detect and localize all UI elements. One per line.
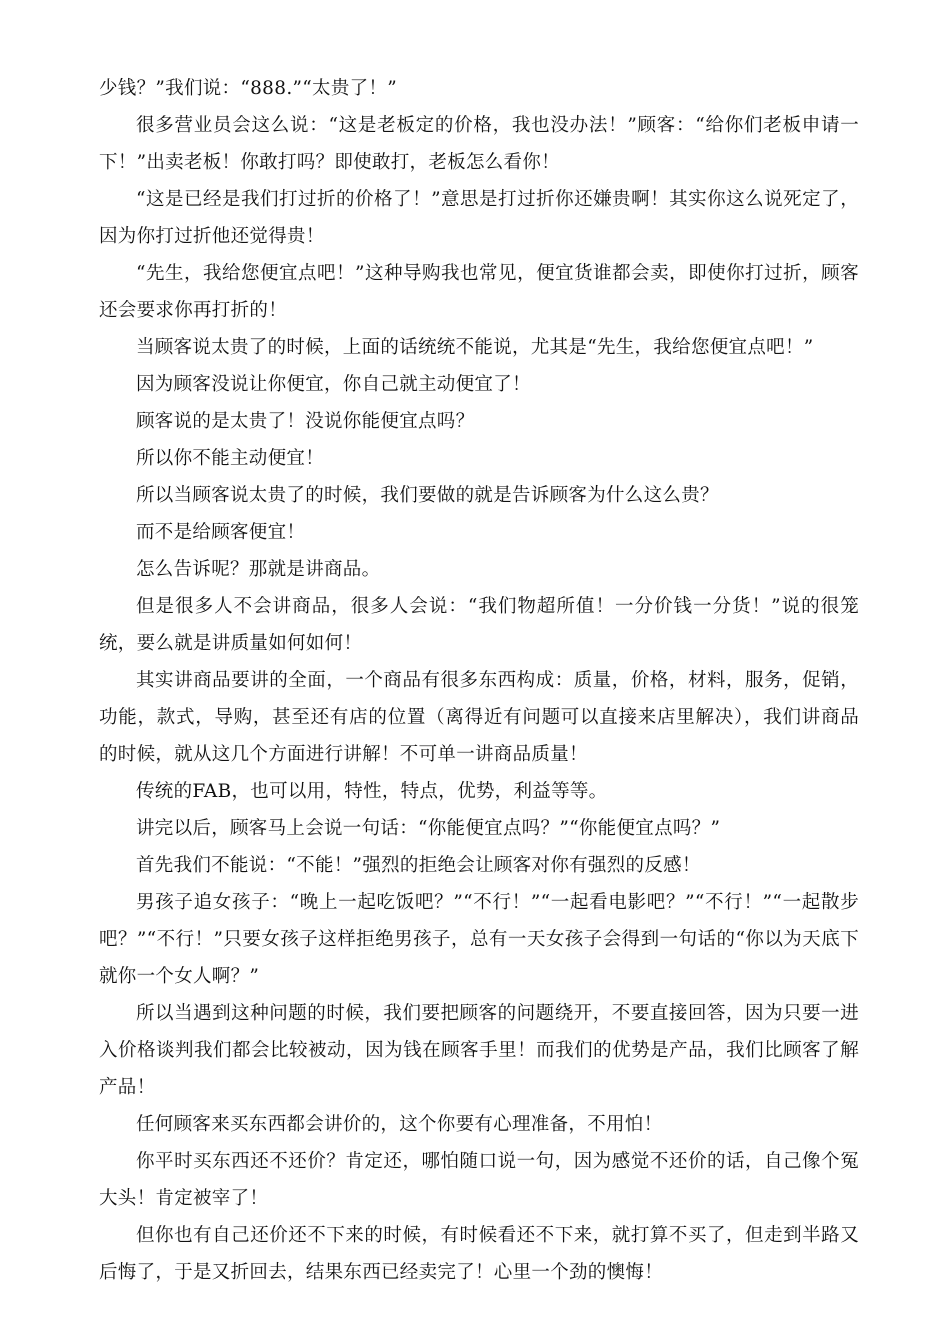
paragraph: 少钱？”我们说：“888.”“太贵了！”: [99, 78, 397, 99]
paragraph: 所以当顾客说太贵了的时候，我们要做的就是告诉顾客为什么这么贵？: [136, 485, 719, 506]
paragraph: 传统的FAB，也可以用，特性，特点，优势，利益等等。: [136, 781, 608, 802]
paragraph: 怎么告诉呢？那就是讲商品。: [136, 559, 381, 580]
paragraph: 但是很多人不会讲商品，很多人会说：“我们物超所值！一分价钱一分货！”说的很笼统，要么就是讲质量如何如何！: [99, 596, 859, 654]
paragraph: 首先我们不能说：“不能！”强烈的拒绝会让顾客对你有强烈的反感！: [136, 855, 701, 876]
paragraph: 而不是给顾客便宜！: [136, 522, 306, 543]
paragraph: “这是已经是我们打过折的价格了！”意思是打过折你还嫌贵啊！其实你这么说死定了，因为你打过折他还觉得贵！: [99, 189, 859, 247]
paragraph: 所以当遇到这种问题的时候，我们要把顾客的问题绕开，不要直接回答，因为只要一进入价格谈判我们都会比较被动，因为钱在顾客手里！而我们的优势是产品，我们比顾客了解产品！: [99, 1003, 859, 1098]
paragraph: 因为顾客没说让你便宜，你自己就主动便宜了！: [136, 374, 531, 395]
paragraph: 很多营业员会这么说：“这是老板定的价格，我也没办法！”顾客：“给你们老板申请一下！”出卖老板！你敢打吗？即使敢打，老板怎么看你！: [99, 115, 859, 173]
paragraph: 男孩子追女孩子：“晚上一起吃饭吧？”“不行！”“一起看电影吧？”“不行！”“一起散步吧？”“不行！”只要女孩子这样拒绝男孩子，总有一天女孩子会得到一句话的“你以为天底下就你一个女人啊？”: [99, 892, 859, 987]
paragraph: 所以你不能主动便宜！: [136, 448, 325, 469]
paragraph: 讲完以后，顾客马上会说一句话：“你能便宜点吗？”“你能便宜点吗？”: [136, 818, 721, 839]
paragraph: 但你也有自己还价还不下来的时候，有时候看还不下来，就打算不买了，但走到半路又后悔了，于是又折回去，结果东西已经卖完了！心里一个劲的懊悔！: [99, 1225, 859, 1283]
document-body: [99, 70, 859, 1291]
paragraph: 顾客说的是太贵了！没说你能便宜点吗？: [136, 411, 475, 432]
paragraph: “先生，我给您便宜点吧！”这种导购我也常见，便宜货谁都会卖，即使你打过折，顾客还会要求你再打折的！: [99, 263, 859, 321]
paragraph: 你平时买东西还不还价？肯定还，哪怕随口说一句，因为感觉不还价的话，自己像个冤大头！肯定被宰了！: [99, 1151, 859, 1209]
paragraph: 任何顾客来买东西都会讲价的，这个你要有心理准备，不用怕！: [136, 1114, 663, 1135]
paragraph: 其实讲商品要讲的全面，一个商品有很多东西构成：质量，价格，材料，服务，促销，功能，款式，导购，甚至还有店的位置（离得近有问题可以直接来店里解决），我们讲商品的时候，就从这几个方面进行讲解！不可单一讲商品质量！: [99, 670, 859, 765]
paragraph: 当顾客说太贵了的时候，上面的话统统不能说，尤其是“先生，我给您便宜点吧！”: [136, 337, 814, 358]
